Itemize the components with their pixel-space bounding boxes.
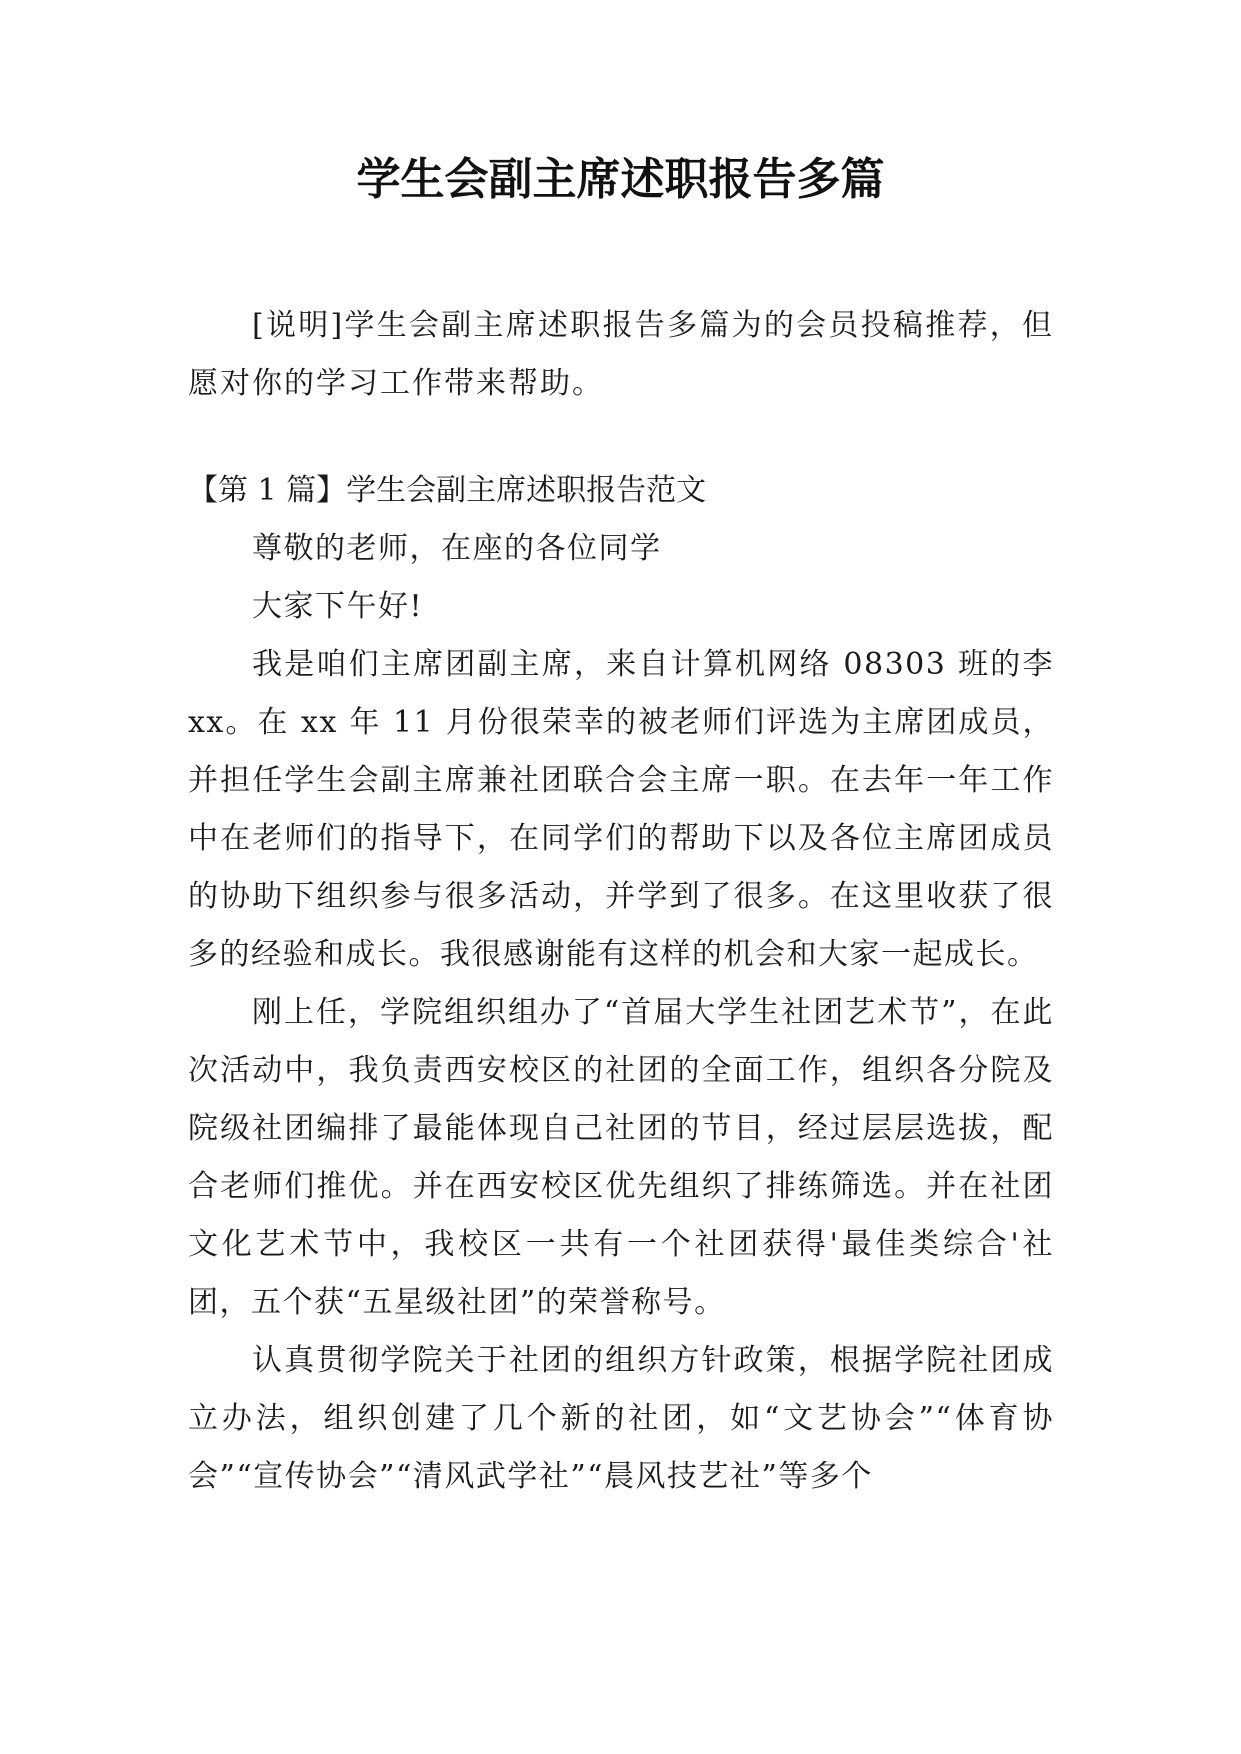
section-1 [188, 462, 1054, 1506]
body-paragraph: 认真贯彻学院关于社团的组织方针政策，根据学院社团成立办法，组织创建了几个新的社团，如“文艺协会”“体育协会”“宣传协会”“清风武学社”“晨风技艺社”等多个 [188, 1343, 1054, 1494]
intro-paragraph: [说明]学生会副主席述职报告多篇为的会员投稿推荐，但愿对你的学习工作带来帮助。 [188, 308, 1054, 401]
document-title: 学生会副主席述职报告多篇 [356, 154, 885, 205]
body-paragraph: 刚上任，学院组织组办了“首届大学生社团艺术节”，在此次活动中，我负责西安校区的社团的全面工作，组织各分院及院级社团编排了最能体现自己社团的节目，经过层层选拔，配合老师们推优。并在西安校区优先组织了排练筛选。并在社团文化艺术节中，我校区一共有一个社团获得'最佳类综合'社团，五个获“五星级社团”的荣誉称号。 [188, 995, 1054, 1320]
section-heading: 【第 1 篇】学生会副主席述职报告范文 [188, 473, 707, 508]
body-paragraph: 我是咱们主席团副主席，来自计算机网络 08303 班的李 xx。在 xx 年 11 月份很荣幸的被老师们评选为主席团成员，并担任学生会副主席兼社团联合会主席一职。在去年一年工作中在老师们的指导下，在同学们的帮助下以及各位主席团成员的协助下组织参与很多活动，并学到了很多。在这里收获了很多的经验和成长。我很感谢能有这样的机会和大家一起成长。 [188, 647, 1054, 972]
salutation-paragraph: 尊敬的老师，在座的各位同学 [252, 531, 662, 566]
greeting-paragraph: 大家下午好! [252, 589, 424, 624]
